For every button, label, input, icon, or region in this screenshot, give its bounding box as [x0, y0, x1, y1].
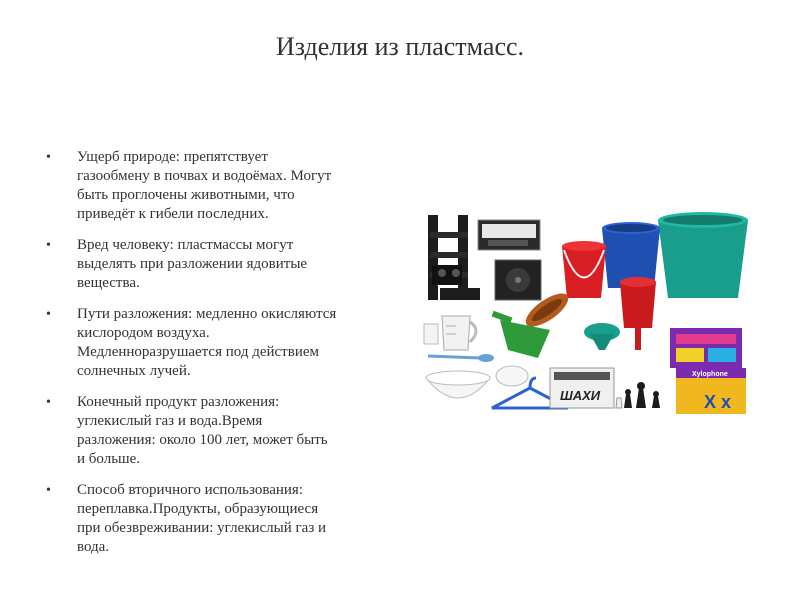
- xylophone-label: Xylophone: [692, 371, 728, 378]
- red-bucket-image: [562, 241, 606, 298]
- bullet-marker: •: [46, 307, 51, 322]
- bullet-marker: •: [46, 395, 51, 410]
- bullet-line: вода.: [77, 539, 110, 555]
- bullet-line: Вред человеку: пластмассы могут: [77, 237, 294, 253]
- bullet-line: Пути разложения: медленно окисляются: [77, 306, 337, 322]
- bullet-line: Конечный продукт разложения:: [77, 394, 280, 410]
- red-washstand-image: [620, 277, 656, 350]
- bullet-line: выделять при разложении ядовитые: [77, 256, 308, 272]
- measuring-cup-image: [442, 316, 476, 350]
- cd-case-image: [495, 260, 541, 300]
- bullet-line: и больше.: [77, 451, 140, 467]
- xylophone-box-image: [676, 368, 746, 414]
- chess-box-label: ШАХИ: [560, 388, 601, 403]
- bullet-line: кислородом воздуха.: [77, 325, 210, 341]
- bullet-list: [40, 148, 390, 569]
- shoe-rack-image: [428, 215, 480, 300]
- bullet-marker: •: [46, 483, 51, 498]
- bullet-line: переплавка.Продукты, образующиеся: [77, 501, 319, 517]
- bullet-item: [40, 393, 390, 469]
- bullet-marker: •: [46, 238, 51, 253]
- bullet-line: разложения: около 100 лет, может быть: [77, 432, 328, 448]
- teal-bucket-image: [658, 212, 748, 298]
- bullet-line: Способ вторичного использования:: [77, 482, 303, 498]
- xylophone-letters: X x: [704, 392, 732, 412]
- bullet-line: при обезвреживании: углекислый газ и: [77, 520, 327, 536]
- plastic-products-photo: [420, 210, 760, 430]
- bullet-line: вещества.: [77, 275, 140, 291]
- bullet-item: [40, 305, 390, 381]
- funnel-image: [584, 323, 620, 350]
- bullet-line: Медленноразрушается под действием: [77, 344, 319, 360]
- game-box-image: [670, 328, 742, 368]
- bullet-line: Ущерб природе: препятствует: [77, 149, 268, 165]
- bowl-image: [426, 371, 490, 398]
- small-cup-image: [424, 324, 438, 344]
- plate-image: [496, 366, 528, 386]
- video-cassette-image: [478, 220, 540, 250]
- bullet-line: приведёт к гибели последних.: [77, 206, 269, 222]
- bullet-item: [40, 236, 390, 293]
- spoon-image: [428, 354, 494, 362]
- bullet-item: [40, 481, 390, 557]
- bullet-item: [40, 148, 390, 224]
- bullet-line: углекислый газ и вода.Время: [77, 413, 263, 429]
- bullet-line: газообмену в почвах и водоёмах. Могут: [77, 168, 332, 184]
- chess-pieces-image: [616, 382, 660, 408]
- bullet-line: солнечных лучей.: [77, 363, 191, 379]
- page-title: Изделия из пластмасс.: [275, 32, 525, 61]
- chess-box-image: [550, 368, 614, 408]
- bullet-marker: •: [46, 150, 51, 165]
- bullet-line: быть проглочены животными, что: [77, 187, 295, 203]
